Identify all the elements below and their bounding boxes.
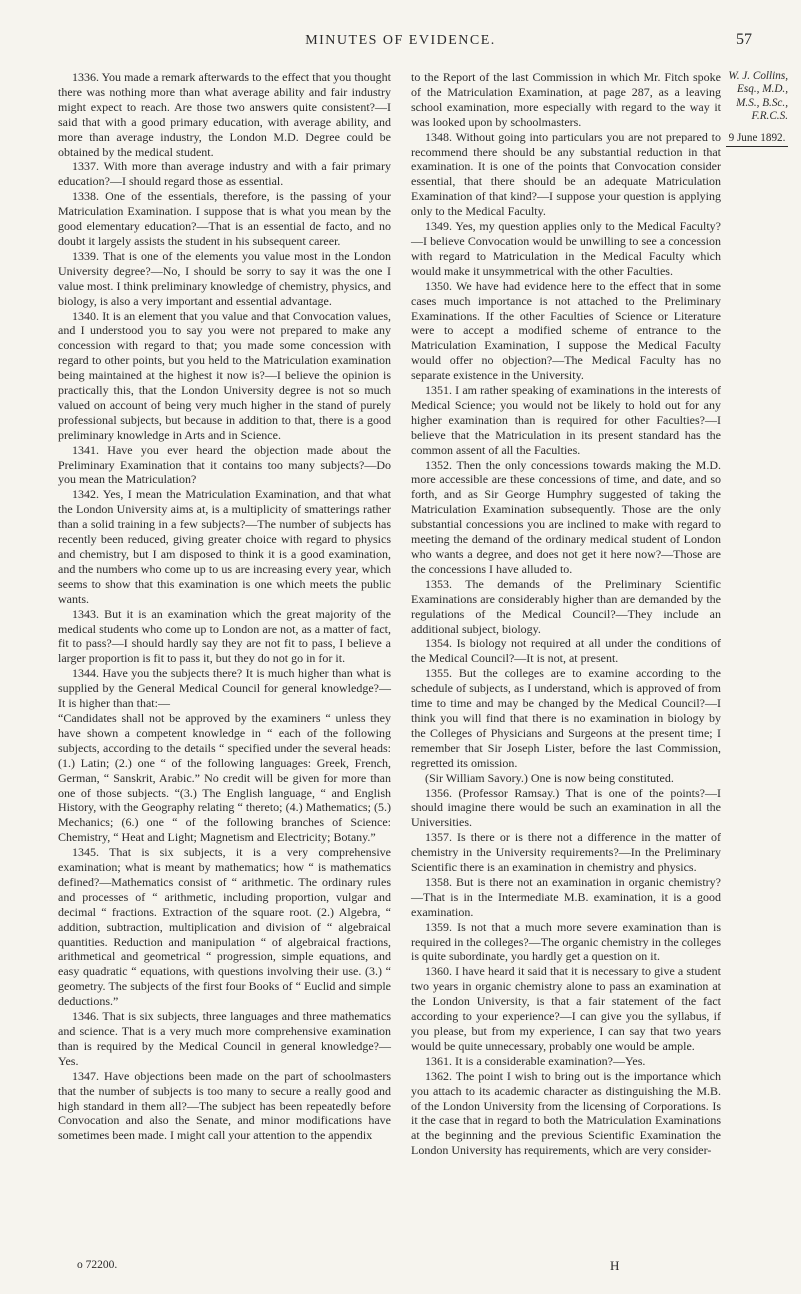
paragraph: 1352. Then the only concessions towards making the M.D. more accessible are these concessions of time, and date, and so forth, and as Sir George Humphry suggested of taking the Matriculation Examination subsequently. Those are the only substantial concessions you are inclined to make with regard to meeting the demand of the ordinary medical student of London who wants a degree, and does not get it here now?—Those are the concessions I have alluded to.: [411, 457, 721, 576]
right-column: [411, 70, 721, 1158]
print-code: o 72200.: [77, 1259, 118, 1271]
page-number: 57: [736, 31, 752, 48]
paragraph: 1349. Yes, my question applies only to the Medical Faculty?—I believe Convocation would be unwilling to see a concession with regard to Matriculation in the Medical Faculty which would make it unsymmetrical with the other Faculties.: [411, 219, 721, 278]
paragraph: 1356. (Professor Ramsay.) That is one of the points?—I should imagine there would be such an examination in all the Universities.: [411, 785, 721, 830]
paragraph: 1347. Have objections been made on the part of schoolmasters that the number of subjects is too many to secure a really good and high standard in them all?—The subject has been repeatedly before Convocation and also the Senate, and minor modifications have sometimes been made. I might call your attention to the appendix: [58, 1068, 391, 1143]
margin-date: 9 June 1892.: [726, 132, 788, 147]
paragraph: 1358. But is there not an examination in organic chemistry?—That is in the Intermediate M.B. examination, it is a good examination.: [411, 874, 721, 919]
paragraph: (Sir William Savory.) One is now being constituted.: [425, 770, 674, 785]
paragraph: 1361. It is a considerable examination?—Yes.: [425, 1053, 646, 1068]
paragraph: 1354. Is biology not required at all under the conditions of the Medical Council?—It is not, at present.: [411, 636, 721, 666]
paragraph: 1355. But the colleges are to examine according to the schedule of subjects, as I understand, which is approved of from time to time and may be changed by the Medical Council?—I think you will find that there is no examination in biology by the Colleges of Physicians and Surgeons at the present time; I remember that Sir Joseph Lister, before the last Commission, regretted its omission.: [411, 666, 721, 770]
paragraph: 1341. Have you ever heard the objection made about the Preliminary Examination that it contains too many subjects?—Do you mean the Matriculation?: [58, 442, 391, 487]
paragraph: 1350. We have had evidence here to the effect that in some cases much importance is not attached to the Preliminary Examinations. If the other Faculties of Science or Literature were to accept a modified scheme of entrance to the Matriculation Examination, I suppose the Medical Faculty would offer no objection?—The Medical Faculty has no separate existence in the University.: [411, 278, 721, 383]
paragraph: 1342. Yes, I mean the Matriculation Examination, and that what the London University aims at, is a multiplicity of smatterings rather than a solid training in a few subjects?—The number of subjects has recently been reduced, giving greater choice with regard to physics and chemistry, but I am disposed to think it is a good examination, and the numbers who come up to us are increasing every year, which seems to show that this examination is one which meets the public wants.: [58, 487, 391, 606]
paragraph: 1360. I have heard it said that it is necessary to give a student two years in organic chemistry alone to pass an examination at the London University, is that a fair statement of the fact according to your experience?—I can give you the syllabus, if you please, but from my experience, I can say that two years would be quite unnecessary, probably one would be ample.: [411, 964, 721, 1053]
quoted-regulation: “Candidates shall not be approved by the examiners “ unless they have shown a competent knowledge in “ each of the following subjects, according to the details “ specified under the several heads: (1.) Latin; (2.) one “ of the following languages: Greek, French, German, “ Sanskrit, Arabic.” No credit will be given for more than one of those subjects. “(3.) The English language, “ and English History, with the Geography relating “ thereto; (4.) Mathematics; (5.) Mechanics; (6.) one “ of the following branches of Science: Chemistry, “ Heat and Light; Magnetism and Electricity; Botany.”: [58, 710, 391, 845]
paragraph: 1343. But it is an examination which the great majority of the medical students who come up to London are not, as a matter of fact, fit to pass?—I should hardly say they are not fit to pass, I believe a larger proportion is fit to pass it, but they do not go in for it.: [58, 606, 391, 666]
paragraph: 1357. Is there or is there not a difference in the matter of chemistry in the University requirements?—In the Preliminary Scientific there is an examination in chemistry and physics.: [411, 830, 721, 875]
paragraph: 1339. That is one of the elements you value most in the London University degree?—No, I should be sorry to say it was the one I value most. I think preliminary knowledge of chemistry, physics, and biology, is also a very important and essential advantage.: [58, 248, 391, 308]
paragraph: 1346. That is six subjects, three languages and three mathematics and science. That is a very much more comprehensive examination than is required by the Medical Council in general knowledge?—Yes.: [58, 1009, 391, 1068]
paragraph: 1345. That is six subjects, it is a very comprehensive examination; what is meant by mathematics; how “ is mathematics defined?—Mathematics consist of “ arithmetic. The ordinary rules and processes of “ arithmetic, including proportion, vulgar and decimal “ fractions. Extraction of the square root. (2.) Algebra, “ addition, subtraction, multiplication and division of “ algebraical quantities. Reduction and manipulation “ of algebraical fractions, arithmetical and geometrical “ progression, simple equations, and easy quadratic “ equations, with questions involving their use. (3.) “ geometry. The subjects of the first four Books of “ Euclid and simple deductions.”: [58, 845, 391, 1009]
paragraph: to the Report of the last Commission in which Mr. Fitch spoke of the Matriculation Examination, at page 287, as a leaving school examination, more especially with regard to the way it was looked upon by schoolmasters.: [411, 70, 721, 129]
paragraph: 1337. With more than average industry and with a fair primary education?—I should regard those as essential.: [58, 159, 391, 189]
paragraph: 1351. I am rather speaking of examinations in the interests of Medical Science; you would not be likely to hold out for any higher examination than is required for other Faculties?—I believe that the Matriculation in its present standard has the common assent of all the Faculties.: [411, 383, 721, 457]
page-header-title: MINUTES OF EVIDENCE.: [305, 33, 496, 48]
left-column: [58, 70, 391, 1143]
paragraph: 1338. One of the essentials, therefore, is the passing of your Matriculation Examination. I suppose that is what you mean by the good elementary education?—That is an essential de facto, and no doubt it largely assists the student in his subsequent career.: [58, 189, 391, 248]
paragraph: 1362. The point I wish to bring out is the importance which you attach to its academic character as distinguishing the M.B. of the London University from the licensing of Corporations. Is it the case that in regard to both the Matriculation Examinations at the beginning and the previous Scientific Examination the London University has requirements, which are very consider-: [411, 1068, 721, 1158]
paragraph: 1353. The demands of the Preliminary Scientific Examinations are considerably higher than are demanded by the regulations of the Medical Council?—They include an additional subject, biology.: [411, 576, 721, 636]
paragraph: 1359. Is not that a much more severe examination than is required in the colleges?—The organic chemistry in the colleges is quite subordinate, you hardly get a question on it.: [411, 919, 721, 964]
signature-mark: H: [610, 1258, 620, 1273]
paragraph: 1340. It is an element that you value and that Convocation values, and I understood you to say you were not prepared to make any concession with regard to that; you made some concession with regard to other points, but you held to the Matriculation examination being maintained at the highest it now is?—I believe the opinion is practically this, that the London University degree is not so much valued on account of being very much higher in the stand of purely professional subjects, but because in addition to that, there is a good preliminary knowledge in Arts and in Science.: [58, 308, 391, 442]
paragraph: 1344. Have you the subjects there? It is much higher than what is supplied by the General Medical Council for general knowledge?—It is higher than that:—: [58, 666, 391, 711]
paragraph: 1336. You made a remark afterwards to the effect that you thought there was nothing more than what average ability and fair industry might expect to reach. Are those two answers quite consistent?—I said that with a good primary education, with average ability, and more than average industry, the London M.D. Degree could be obtained by the medical student.: [58, 70, 391, 159]
margin-witness-note: W. J. Collins, Esq., M.D., M.S., B.Sc., F.R.C.S.: [728, 70, 788, 123]
paragraph: 1348. Without going into particulars you are not prepared to recommend there should be any substantial reduction in that examination. It is one of the points that Convocation consider essential, that there should be an adequate Matriculation Examination of that kind?—I suppose your question is applying only to the Medical Faculty.: [411, 129, 721, 219]
